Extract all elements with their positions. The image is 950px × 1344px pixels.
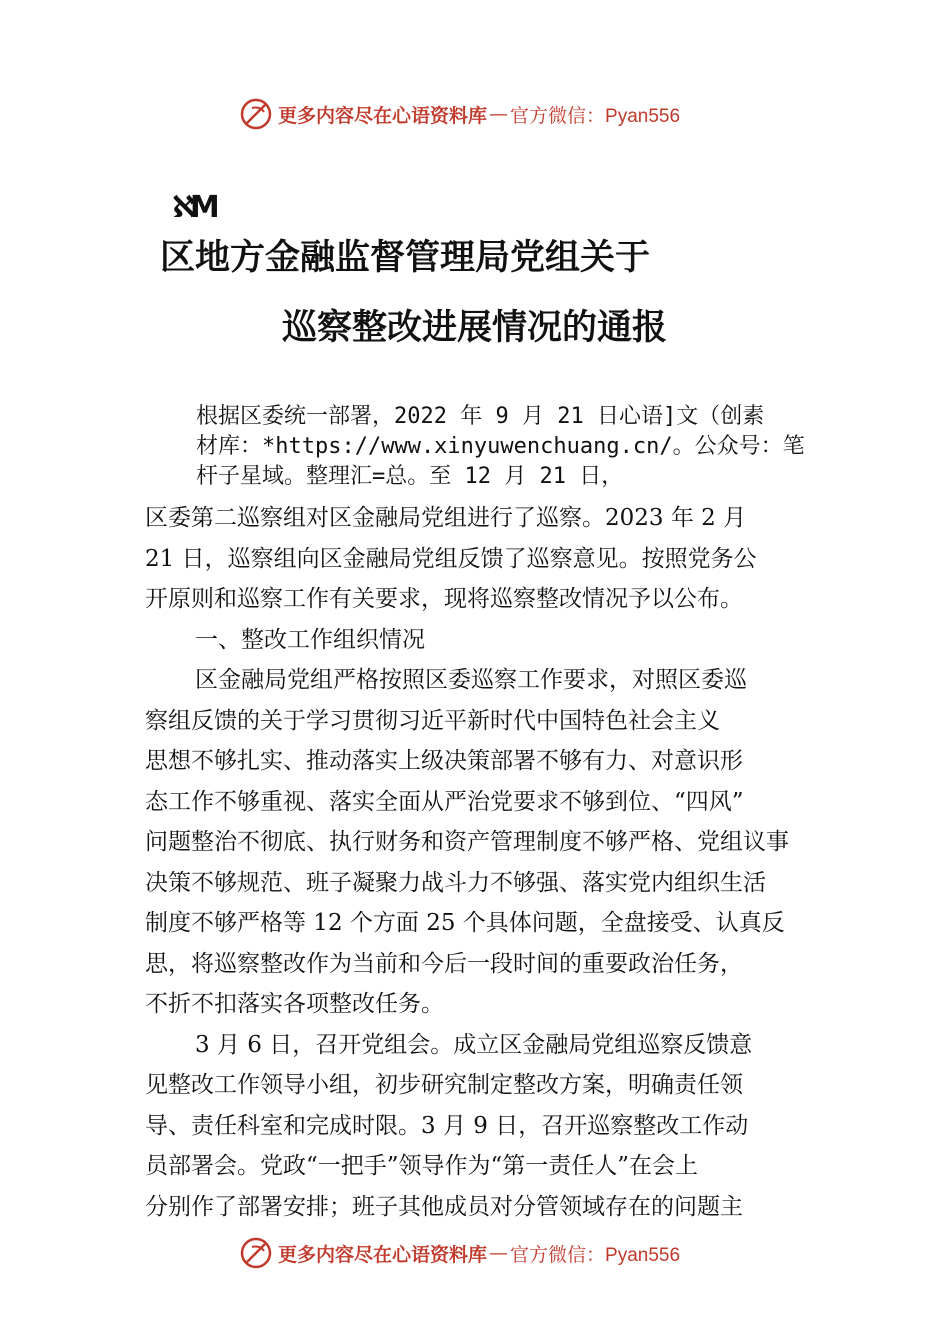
section-heading: 一、整改工作组织情况 — [195, 626, 425, 653]
body-line: 见整改工作领导小组，初步研究制定整改方案，明确责任领 — [145, 1072, 743, 1098]
body-line: 态工作不够重视、落实全面从严治党要求不够到位、“四风” — [145, 788, 744, 815]
body-line: 思，将巡察整改作为当前和今后一段时间的重要政治任务， — [145, 950, 743, 977]
document-title-line1: 区地方金融监督管理局党组关于 — [160, 238, 651, 278]
intro-line: 杆子星域。整理汇=总。至 12 月 21 日， — [196, 464, 624, 489]
quill-logo-icon — [238, 1235, 274, 1271]
document-title-line2: 巡察整改进展情况的通报 — [282, 308, 668, 348]
body-line: 导、责任科室和完成时限。3 月 9 日，召开巡察整改工作动 — [145, 1112, 749, 1139]
body-line: 21 日，巡察组向区金融局党组反馈了巡察意见。按照党务公 — [145, 545, 757, 572]
body-line: 制度不够严格等 12 个方面 25 个具体问题，全盘接受、认真反 — [145, 910, 785, 936]
watermark-header — [238, 96, 680, 132]
intro-line: 材库：*https://www.xinyuwenchuang.cn/。公众号：笔 — [196, 434, 805, 459]
body-line: 区金融局党组严格按照区委巡察工作要求，对照区委巡 — [195, 667, 747, 693]
watermark-text: 更多内容尽在心语资料库 — [278, 1243, 488, 1266]
body-line: 开原则和巡察工作有关要求，现将巡察整改情况予以公布。 — [145, 586, 743, 612]
stray-mark: ℵM — [172, 190, 214, 225]
intro-paragraph — [196, 402, 846, 492]
watermark-handle: 官方微信：Pyan556 — [510, 1244, 681, 1266]
quill-logo-icon — [238, 96, 274, 132]
body-line: 决策不够规范、班子凝聚力战斗力不够强、落实党内组织生活 — [145, 869, 766, 896]
body-line: 不折不扣落实各项整改任务。 — [145, 991, 444, 1017]
watermark-text: 更多内容尽在心语资料库 — [278, 104, 488, 127]
watermark-footer — [238, 1235, 680, 1271]
body-line: 员部署会。党政“一把手”领导作为“第一责任人”在会上 — [145, 1153, 699, 1179]
intro-line: 根据区委统一部署，2022 年 9 月 21 日心语]文（创素 — [196, 404, 765, 429]
body-line: 区委第二巡察组对区金融局党组进行了巡察。2023 年 2 月 — [145, 505, 747, 531]
body-line: 3 月 6 日，召开党组会。成立区金融局党组巡察反馈意 — [195, 1031, 753, 1058]
body-line: 分别作了部署安排；班子其他成员对分管领域存在的问题主 — [145, 1193, 743, 1220]
body-line: 问题整治不彻底、执行财务和资产管理制度不够严格、党组议事 — [145, 829, 789, 855]
document-body — [145, 498, 810, 1227]
body-line: 察组反馈的关于学习贯彻习近平新时代中国特色社会主义 — [145, 707, 720, 734]
watermark-dash: — — [489, 103, 509, 125]
watermark-handle: 官方微信：Pyan556 — [510, 105, 681, 127]
body-line: 思想不够扎实、推动落实上级决策部署不够有力、对意识形 — [145, 748, 743, 774]
watermark-dash: — — [489, 1242, 509, 1264]
